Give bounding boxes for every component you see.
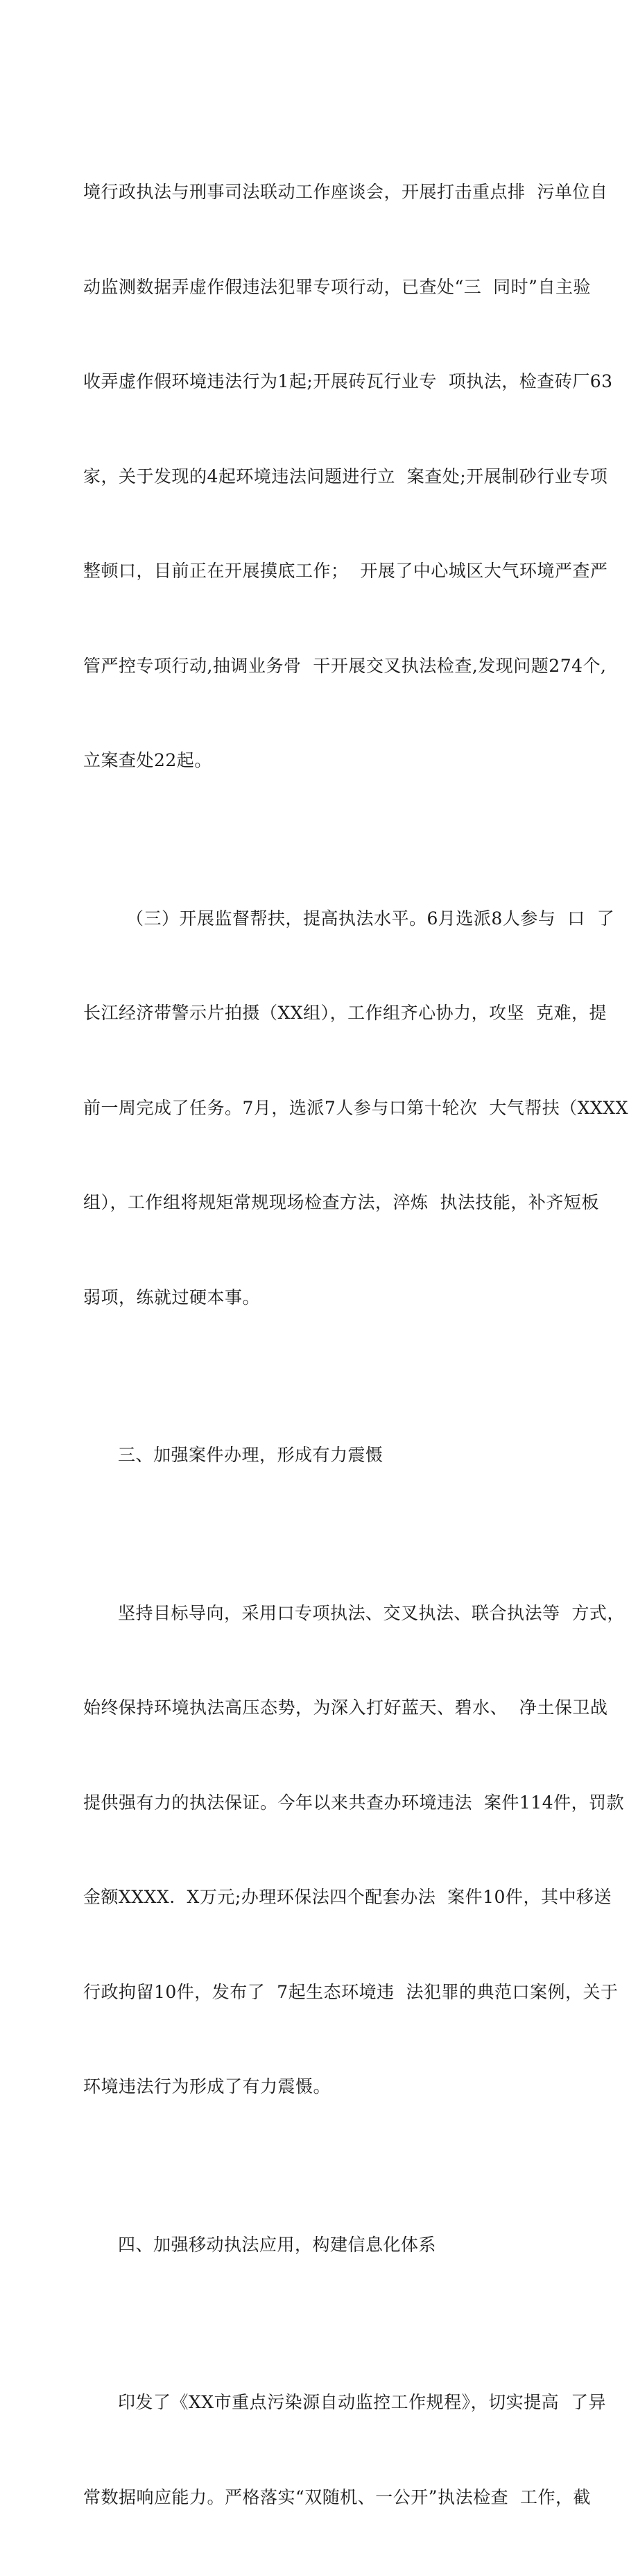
text-line: 始终保持环境执法高压态势，为深入打好蓝天、碧水、 净土保卫战 [83, 1697, 608, 1718]
section-heading: 四、加强移动执法应用，构建信息化体系 [118, 2234, 437, 2255]
text-line: 提供强有力的执法保证。今年以来共查办环境违法 案件114件，罚款 [83, 1792, 625, 1813]
text-line: 弱项，练就过硬本事。 [83, 1287, 261, 1307]
text-line: 管严控专项行动,抽调业务骨 干开展交叉执法检查,发现问题274个, [83, 655, 607, 676]
section-heading-case-handling [83, 1376, 558, 1534]
text-line: 环境违法行为形成了有力震慑。 [83, 2076, 331, 2096]
paragraph-case-handling [83, 1534, 625, 2166]
text-line: 长江经济带警示片拍摄（XX组），工作组齐心协力，攻坚 克难，提 [83, 1003, 607, 1023]
text-line: 常数据响应能力。严格落实“双随机、一公开”执法检查 工作，截 [83, 2486, 591, 2507]
text-line: （三）开展监督帮扶，提高执法水平。6月选派8人参与 口 了 [126, 908, 615, 929]
paragraph-mobile-enforcement [83, 2323, 606, 2576]
text-line: 境行政执法与刑事司法联动工作座谈会，开展打击重点排 污单位自 [83, 182, 608, 202]
text-line: 收弄虚作假环境违法行为1起;开展砖瓦行业专 项执法，检查砖厂63 [83, 371, 613, 391]
text-line: 坚持目标导向，采用口专项执法、交叉执法、联合执法等 方式， [118, 1602, 625, 1623]
text-line: 行政拘留10件，发布了 7起生态环境违 法犯罪的典范口案例，关于 [83, 1981, 619, 2002]
text-line: 动监测数据弄虚作假违法犯罪专项行动，已查处“三 同时”自主验 [83, 276, 591, 297]
text-line: 印发了《XX市重点污染源自动监控工作规程》，切实提高 了异 [118, 2392, 606, 2412]
section-heading: 三、加强案件办理，形成有力震慑 [118, 1445, 383, 1465]
text-line: 金额XXXX. X万元;办理环保法四个配套办法 案件10件，其中移送 [83, 1887, 612, 1907]
section-heading-mobile-enforcement [83, 2166, 558, 2324]
text-line: 整顿口，目前正在开展摸底工作； 开展了中心城区大气环境严查严 [83, 561, 608, 581]
text-line: 立案查处22起。 [83, 750, 212, 770]
document-body [83, 113, 628, 2576]
paragraph-supervision-assistance [83, 840, 628, 1377]
text-line: 组），工作组将规矩常规现场检查方法，淬炼 执法技能，补齐短板 [83, 1192, 599, 1212]
paragraph-joint-enforcement [83, 113, 613, 840]
text-line: 前一周完成了任务。7月，选派7人参与口第十轮次 大气帮扶（XXXX [83, 1097, 628, 1118]
text-line: 家，关于发现的4起环境违法问题进行立 案查处;开展制砂行业专项 [83, 466, 608, 486]
